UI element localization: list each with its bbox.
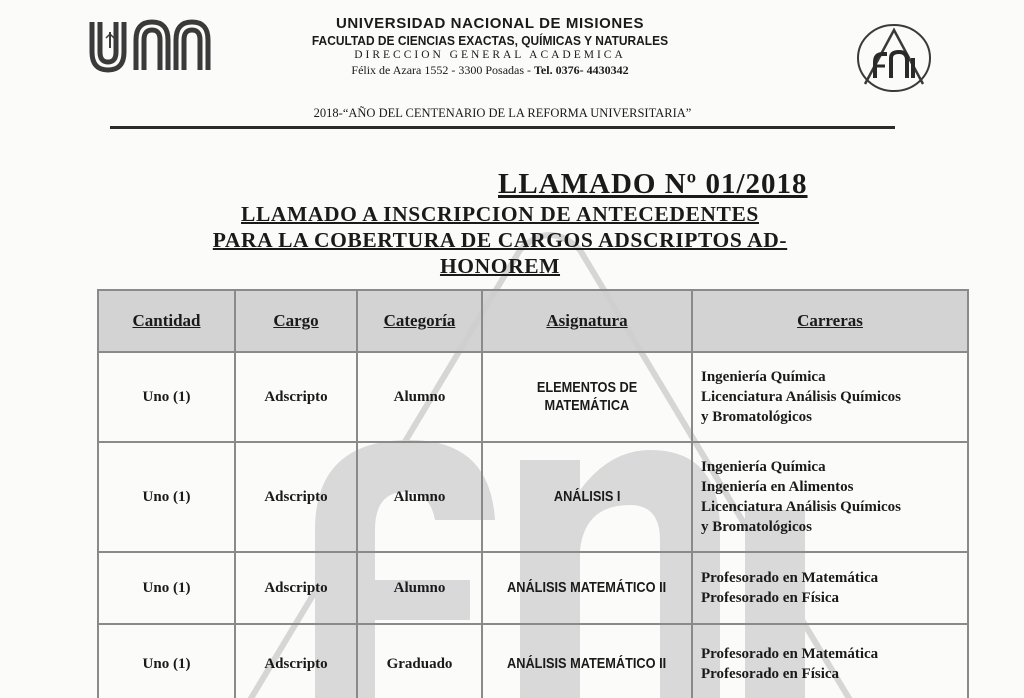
year-motto: [110, 104, 895, 129]
header-cargo: Cargo: [235, 290, 357, 352]
faculty-name: FACULTAD DE CIENCIAS EXACTAS, QUÍMICAS Y NATURALES: [311, 33, 669, 48]
cell-cantidad: Uno (1): [98, 352, 235, 442]
carrera-line: Profesorado en Física: [701, 590, 840, 606]
cell-cargo: Adscripto: [235, 624, 357, 698]
table-row: [98, 552, 968, 624]
cell-cargo: Adscripto: [235, 352, 357, 442]
cell-asignatura: [482, 352, 692, 442]
carrera-line: Ingeniería en Alimentos: [701, 479, 854, 495]
carrera-line: Profesorado en Matemática: [701, 570, 879, 586]
phone-text: Tel. 0376- 4430342: [534, 63, 629, 77]
header-carreras: Carreras: [692, 290, 968, 352]
header-asignatura: Asignatura: [482, 290, 692, 352]
university-name: UNIVERSIDAD NACIONAL DE MISIONES: [335, 15, 645, 32]
table-row: [98, 624, 968, 698]
asignatura-line: ANÁLISIS MATEMÁTICO II: [507, 579, 667, 596]
subtitle-line-2: PARA LA COBERTURA DE CARGOS ADSCRIPTOS AD-: [212, 228, 788, 252]
cell-asignatura: [482, 442, 692, 552]
table-row: [98, 352, 968, 442]
table-row: [98, 442, 968, 552]
call-title: LLAMADO Nº 01/2018: [498, 168, 808, 200]
carrera-line: Ingeniería Química: [701, 369, 826, 385]
header-cantidad: Cantidad: [98, 290, 235, 352]
cell-carreras: [692, 624, 968, 698]
carrera-line: Licenciatura Análisis Químicos: [701, 389, 902, 405]
address-line: [270, 62, 710, 78]
institution-header: [270, 14, 710, 78]
cell-carreras: [692, 552, 968, 624]
cell-categoria: Graduado: [357, 624, 482, 698]
asignatura-line: ANÁLISIS I: [553, 488, 621, 505]
carrera-line: Profesorado en Física: [701, 666, 840, 682]
asignatura-line: MATEMÁTICA: [544, 397, 630, 414]
cell-carreras: [692, 352, 968, 442]
year-motto-text: 2018-“AÑO DEL CENTENARIO DE LA REFORMA UNIVERSITARIA”: [313, 106, 692, 120]
asignatura-line: ANÁLISIS MATEMÁTICO II: [507, 655, 667, 672]
carrera-line: Profesorado en Matemática: [701, 646, 879, 662]
table-header-row: [98, 290, 968, 352]
cell-carreras: [692, 442, 968, 552]
cell-categoria: Alumno: [357, 442, 482, 552]
carrera-line: Licenciatura Análisis Químicos: [701, 499, 902, 515]
fcn-logo-icon: [855, 22, 933, 94]
unam-logo-icon: [86, 14, 226, 76]
header-categoria: Categoría: [357, 290, 482, 352]
cell-cantidad: Uno (1): [98, 552, 235, 624]
cell-categoria: Alumno: [357, 352, 482, 442]
carrera-line: Ingeniería Química: [701, 459, 826, 475]
cell-cargo: Adscripto: [235, 442, 357, 552]
subtitle-line-1: LLAMADO A INSCRIPCION DE ANTECEDENTES: [241, 202, 759, 226]
cell-asignatura: [482, 552, 692, 624]
positions-table: [97, 289, 969, 698]
cell-cantidad: Uno (1): [98, 624, 235, 698]
cell-cantidad: Uno (1): [98, 442, 235, 552]
direction-name: DIRECCION GENERAL ACADEMICA: [354, 49, 626, 61]
cell-asignatura: [482, 624, 692, 698]
carrera-line: y Bromatológicos: [701, 409, 812, 425]
cell-cargo: Adscripto: [235, 552, 357, 624]
subtitle-line-3: HONOREM: [439, 254, 561, 278]
call-subtitle: [150, 201, 850, 279]
carrera-line: y Bromatológicos: [701, 519, 812, 535]
address-text: Félix de Azara 1552 - 3300 Posadas -: [351, 63, 532, 77]
cell-categoria: Alumno: [357, 552, 482, 624]
asignatura-line: ELEMENTOS DE: [536, 379, 638, 396]
